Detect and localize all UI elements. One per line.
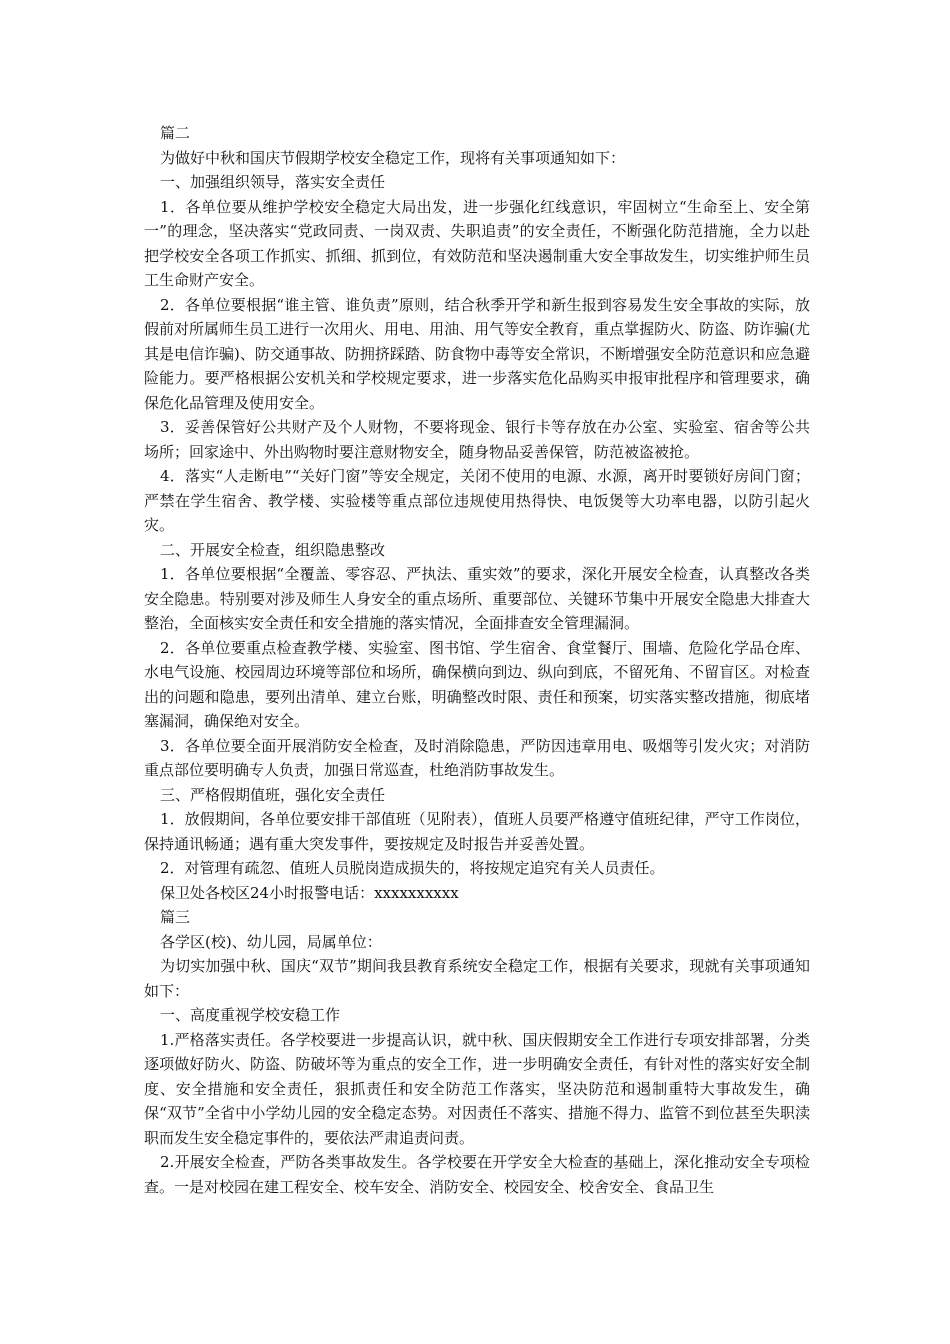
section-heading: 二、开展安全检查，组织隐患整改 <box>160 540 386 559</box>
body-paragraph: 3．妥善保管好公共财产及个人财物，不要将现金、银行卡等存放在办公室、实验室、宿舍等公共场所；回家途中、外出购物时要注意财物安全，随身物品妥善保管，防范被盗被抢。 <box>144 418 810 461</box>
intro-paragraph: 为做好中秋和国庆节假期学校安全稳定工作，现将有关事项通知如下： <box>160 148 626 167</box>
body-paragraph: 2．对管理有疏忽、值班人员脱岗造成损失的，将按规定追究有关人员责任。 <box>160 859 665 877</box>
hotline-line: 保卫处各校区24小时报警电话：xxxxxxxxxx <box>160 883 459 902</box>
body-paragraph: 2．各单位要根据“谁主管、谁负责”原则，结合秋季开学和新生报到容易发生安全事故的实际，放假前对所属师生员工进行一次用火、用电、用油、用气等安全教育，重点掌握防火、防盗、防诈骗(尤其是电信诈骗)、防交通事故、防拥挤踩踏、防食物中毒等安全常识，不断增强安全防范意识和应急避险能力。要严格根据公安机关和学校规定要求，进一步落实危化品购买申报审批程序和管理要求，确保危化品管理及使用安全。 <box>144 295 810 412</box>
body-paragraph: 1.严格落实责任。各学校要进一步提高认识，就中秋、国庆假期安全工作进行专项安排部署，分类逐项做好防火、防盗、防破坏等为重点的安全工作，进一步明确安全责任，有针对性的落实好安全制度、安全措施和安全责任，狠抓责任和安全防范工作落实，坚决防范和遏制重特大事故发生，确保“双节”全省中小学幼儿园的安全稳定态势。对因责任不落实、措施不得力、监管不到位甚至失职渎职而发生安全稳定事件的，要依法严肃追责问责。 <box>144 1030 810 1147</box>
body-paragraph: 1．各单位要从维护学校安全稳定大局出发，进一步强化红线意识，牢固树立“生命至上、安全第一”的理念，坚决落实“党政同责、一岗双责、失职追责”的安全责任，不断强化防范措施，全力以赴把学校安全各项工作抓实、抓细、抓到位，有效防范和坚决遏制重大安全事故发生，切实维护师生员工生命财产安全。 <box>144 197 810 289</box>
body-paragraph: 2．各单位要重点检查教学楼、实验室、图书馆、学生宿舍、食堂餐厅、围墙、危险化学品仓库、水电气设施、校园周边环境等部位和场所，确保横向到边、纵向到底，不留死角、不留盲区。对检查出的问题和隐患，要列出清单、建立台账，明确整改时限、责任和预案，切实落实整改措施，彻底堵塞漏洞，确保绝对安全。 <box>144 638 810 730</box>
document-page <box>144 121 810 1199</box>
body-paragraph: 1．各单位要根据“全覆盖、零容忍、严执法、重实效”的要求，深化开展安全检查，认真整改各类安全隐患。特别要对涉及师生人身安全的重点场所、重要部位、关键环节集中开展安全隐患大排查大整治，全面核实安全责任和安全措施的落实情况，全面排查安全管理漏洞。 <box>144 565 810 632</box>
section-heading: 一、加强组织领导，落实安全责任 <box>160 173 386 191</box>
intro-paragraph: 为切实加强中秋、国庆“双节”期间我县教育系统安全稳定工作，根据有关要求，现就有关事项通知如下： <box>144 957 810 1000</box>
section-heading: 三、严格假期值班，强化安全责任 <box>160 785 386 804</box>
section-title: 篇二 <box>160 124 191 142</box>
section-title: 篇三 <box>160 908 191 926</box>
body-paragraph: 4．落实“人走断电”“关好门窗”等安全规定，关闭不使用的电源、水源，离开时要锁好房间门窗；严禁在学生宿舍、教学楼、实验楼等重点部位违规使用热得快、电饭煲等大功率电器，以防引起火灾。 <box>144 467 810 534</box>
body-paragraph: 3．各单位要全面开展消防安全检查，及时消除隐患，严防因违章用电、吸烟等引发火灾；对消防重点部位要明确专人负责，加强日常巡查，杜绝消防事故发生。 <box>144 736 810 779</box>
salutation: 各学区(校)、幼儿园，局属单位： <box>160 932 382 951</box>
section-heading: 一、高度重视学校安稳工作 <box>160 1006 341 1024</box>
body-paragraph: 2.开展安全检查，严防各类事故发生。各学校要在开学安全大检查的基础上，深化推动安全专项检查。一是对校园在建工程安全、校车安全、消防安全、校园安全、校舍安全、食品卫生 <box>144 1153 810 1196</box>
body-paragraph: 1．放假期间，各单位要安排干部值班（见附表），值班人员要严格遵守值班纪律，严守工作岗位，保持通讯畅通；遇有重大突发事件，要按规定及时报告并妥善处置。 <box>144 810 810 853</box>
